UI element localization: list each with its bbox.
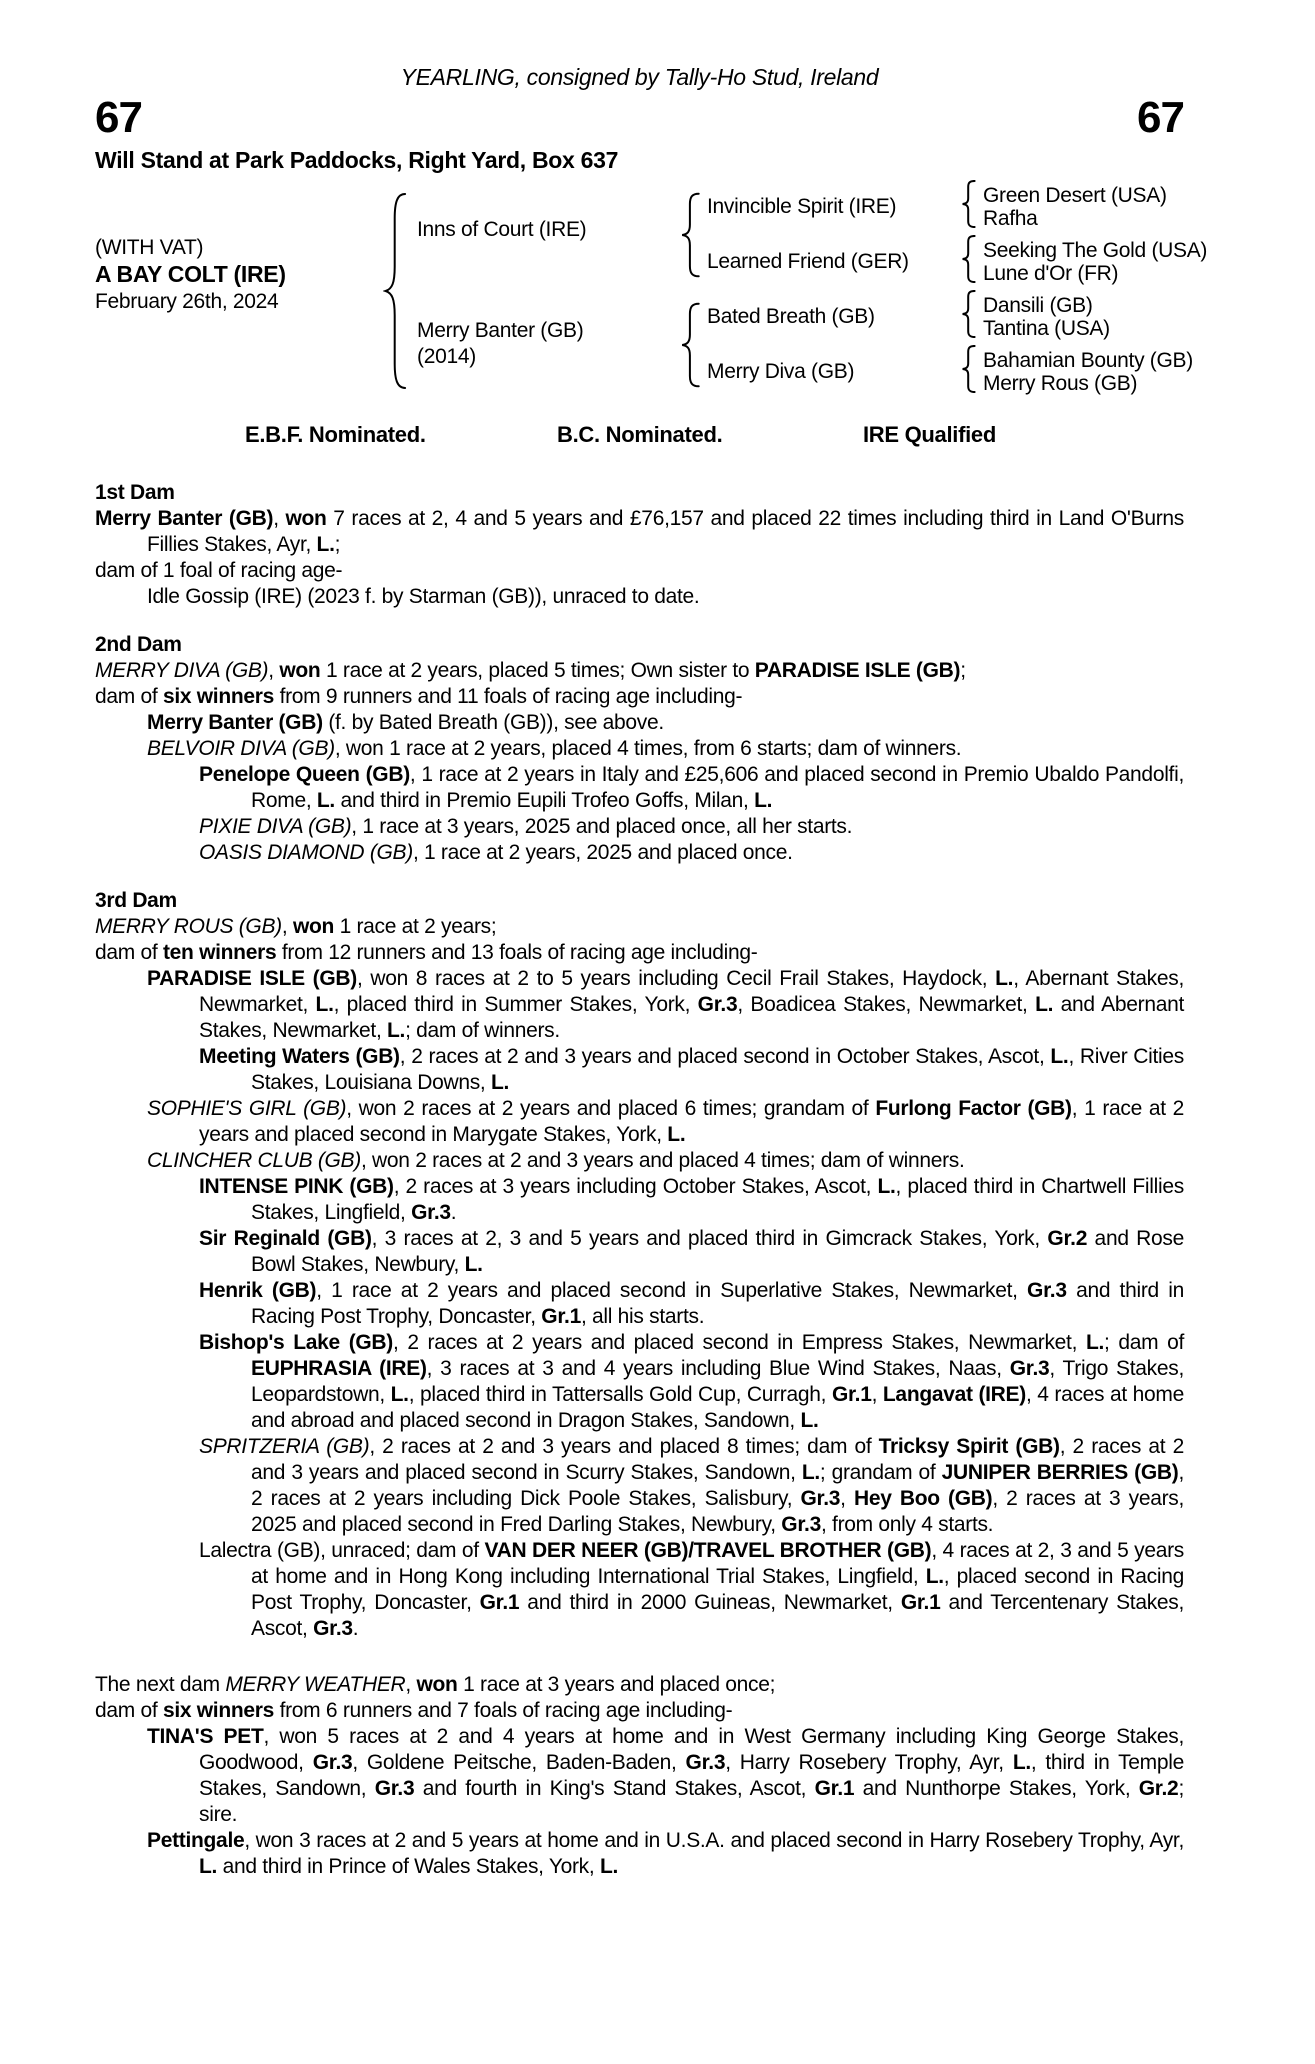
catalogue-page	[0, 64, 1315, 2064]
text-run: six winners	[162, 685, 275, 708]
bc-nomination-label: B.C. Nominated.	[557, 422, 723, 447]
text-run: Gr.2	[1138, 1777, 1179, 1800]
sire-name: Inns of Court (IRE)	[417, 218, 587, 241]
text-run: from 12 runners and 13 foals of racing age including-	[276, 941, 758, 964]
text-run: L.	[599, 1855, 619, 1878]
text-run: ten winners	[162, 941, 277, 964]
text-run: L.	[490, 1071, 510, 1094]
pedigree-paragraph	[95, 940, 1184, 966]
text-run: , 1 race at 2 years, 2025 and placed once.	[412, 841, 793, 864]
text-run: , placed third in Summer Stakes, York,	[333, 993, 698, 1016]
text-run: , 1 race at 2 years and placed second in Marygate Stakes, York,	[199, 1097, 1185, 1146]
text-run: dam of	[95, 1699, 163, 1722]
pedigree-paragraph	[95, 1044, 1184, 1096]
text-run: , placed third in Chartwell Fillies Stakes, Lingfield,	[251, 1175, 1184, 1224]
text-run: ; dam of	[1104, 1331, 1185, 1354]
text-run: , Abernant Stakes, Newmarket,	[199, 967, 1184, 1016]
text-run: ,	[840, 1487, 854, 1510]
text-run: won	[279, 659, 321, 682]
text-run: , won 2 races at 2 and 3 years and placed 4 times; dam of winners.	[360, 1149, 965, 1172]
text-run: , 2 races at 2 and 3 years and placed second in October Stakes, Ascot,	[399, 1045, 1051, 1068]
brace-icon	[961, 345, 977, 393]
text-run: Sir Reginald (GB)	[199, 1227, 372, 1250]
text-run: L.	[754, 789, 773, 812]
text-run: 1 race at 2 years;	[334, 915, 497, 938]
stand-location-line: Will Stand at Park Paddocks, Right Yard, Box 637	[95, 147, 619, 173]
pedigree-tree	[95, 178, 1208, 410]
text-run: ,	[273, 507, 286, 530]
text-run: Penelope Queen (GB)	[199, 763, 410, 786]
pedigree-paragraph	[95, 1828, 1184, 1880]
text-run: Langavat (IRE)	[882, 1383, 1026, 1406]
text-run: , third in Temple Stakes, Sandown,	[199, 1751, 1184, 1800]
text-run: Lalectra (GB), unraced; dam of	[199, 1539, 485, 1562]
text-run: Gr.3	[800, 1487, 841, 1510]
pedigree-paragraph	[95, 1672, 1184, 1698]
pedigree-paragraph	[95, 1148, 1184, 1174]
text-run: BELVOIR DIVA (GB)	[147, 737, 335, 760]
text-run: SPRITZERIA (GB)	[199, 1435, 370, 1458]
text-run: SOPHIE'S GIRL (GB)	[147, 1097, 347, 1120]
nominations-row	[95, 422, 1184, 450]
text-run: INTENSE PINK (GB)	[199, 1175, 394, 1198]
text-run: L.	[464, 1253, 483, 1276]
text-run: and fourth in King's Stand Stakes, Ascot,	[414, 1777, 815, 1800]
text-run: Furlong Factor (GB)	[875, 1097, 1072, 1120]
pedigree-paragraph	[95, 584, 1184, 610]
ebf-nomination-label: E.B.F. Nominated.	[245, 422, 426, 447]
pedigree-paragraph	[95, 914, 1184, 940]
text-run: JUNIPER BERRIES (GB)	[941, 1461, 1179, 1484]
dam-name-block	[417, 318, 583, 370]
text-run: Merry Banter (GB)	[147, 711, 323, 734]
section-heading: 1st Dam	[95, 481, 175, 504]
text-run: , from only 4 starts.	[820, 1513, 994, 1536]
text-run: L.	[1035, 993, 1054, 1016]
dam-section	[95, 632, 1184, 866]
text-run: Tricksy Spirit (GB)	[878, 1435, 1060, 1458]
text-run: L.	[1012, 1751, 1031, 1774]
text-run: Gr.3	[781, 1513, 821, 1536]
sire-sire-name: Invincible Spirit (IRE)	[707, 195, 897, 218]
text-run: EUPHRASIA (IRE)	[251, 1357, 427, 1380]
dam-dam-dam-name: Merry Rous (GB)	[983, 372, 1138, 395]
text-run: and Tercentenary Stakes, Ascot,	[251, 1591, 1185, 1640]
text-run: 1 race at 2 years, placed 5 times; Own sister to	[320, 659, 755, 682]
pedigree-paragraph	[95, 1174, 1184, 1226]
text-run: and Rose Bowl Stakes, Newbury,	[251, 1227, 1185, 1276]
text-run: won	[285, 507, 327, 530]
text-run: ,	[281, 915, 293, 938]
text-run: MERRY ROUS (GB)	[95, 915, 282, 938]
dam-dam-name: Merry Diva (GB)	[707, 360, 855, 383]
text-run: L.	[877, 1175, 896, 1198]
text-run: , won 1 race at 2 years, placed 4 times, from 6 starts; dam of winners.	[334, 737, 962, 760]
subject-horse-name: A BAY COLT (IRE)	[95, 261, 286, 287]
text-run: TINA'S PET	[147, 1725, 264, 1748]
text-run: from 9 runners and 11 foals of racing age including-	[274, 685, 743, 708]
text-run: , won 8 races at 2 to 5 years including Cecil Frail Stakes, Haydock,	[356, 967, 996, 990]
text-run: six winners	[162, 1699, 275, 1722]
pedigree-paragraph	[95, 814, 1184, 840]
text-run: dam of 1 foal of racing age-	[95, 559, 343, 582]
text-run: Gr.3	[697, 993, 738, 1016]
text-run: L.	[387, 1019, 406, 1042]
sire-dam-name: Learned Friend (GER)	[707, 250, 909, 273]
text-run: , 1 race at 3 years, 2025 and placed once, all her starts.	[351, 815, 853, 838]
text-run: OASIS DIAMOND (GB)	[199, 841, 413, 864]
dam-section	[95, 1672, 1184, 1880]
text-run: L.	[199, 1855, 218, 1878]
text-run: Bishop's Lake (GB)	[199, 1331, 393, 1354]
text-run: Merry Banter (GB)	[95, 507, 274, 530]
text-run: 1 race at 3 years and placed once;	[457, 1673, 776, 1696]
text-run: , Trigo Stakes, Leopardstown,	[251, 1357, 1184, 1406]
brace-icon	[680, 302, 702, 388]
dam-sire-sire-name: Dansili (GB)	[983, 294, 1093, 317]
text-run: L.	[316, 789, 335, 812]
text-run: PIXIE DIVA (GB)	[199, 815, 352, 838]
text-run: dam of	[95, 941, 163, 964]
text-run: Gr.1	[900, 1591, 941, 1614]
text-run: CLINCHER CLUB (GB)	[147, 1149, 361, 1172]
text-run: and third in 2000 Guineas, Newmarket,	[519, 1591, 901, 1614]
sire-sire-dam-name: Rafha	[983, 207, 1038, 230]
text-run: MERRY WEATHER	[225, 1673, 406, 1696]
text-run: PARADISE ISLE (GB)	[754, 659, 961, 682]
text-run: Gr.3	[411, 1201, 451, 1224]
text-run: won	[292, 915, 335, 938]
subject-horse-block	[95, 234, 286, 315]
text-run: .	[352, 1617, 359, 1640]
lot-number-row	[95, 95, 1184, 141]
brace-icon	[680, 192, 702, 278]
pedigree-paragraph	[95, 710, 1184, 736]
dam-section	[95, 888, 1184, 1642]
lot-number-left: 67	[95, 93, 142, 142]
brace-icon	[961, 235, 977, 283]
dam-name: Merry Banter (GB)	[417, 319, 584, 342]
pedigree-paragraph	[95, 506, 1184, 558]
text-run: , 2 races at 2 years including Dick Poole Stakes, Salisbury,	[251, 1461, 1184, 1510]
text-run: L.	[995, 967, 1014, 990]
text-run: The next dam	[95, 1673, 226, 1696]
pedigree-paragraph	[95, 1434, 1184, 1538]
text-run: , Harry Rosebery Trophy, Ayr,	[725, 1751, 1013, 1774]
text-run: and Abernant Stakes, Newmarket,	[199, 993, 1184, 1042]
text-run: MERRY DIVA (GB)	[95, 659, 269, 682]
text-run: and third in Premio Eupili Trofeo Goffs, Milan,	[334, 789, 755, 812]
dam-sire-name: Bated Breath (GB)	[707, 305, 875, 328]
pedigree-paragraph	[95, 558, 1184, 584]
text-run: Gr.3	[312, 1751, 353, 1774]
text-run: ;	[334, 533, 341, 556]
text-run: , 1 race at 2 years in Italy and £25,606 and placed second in Premio Ubaldo Pandolfi, Rome,	[251, 763, 1184, 812]
text-run: and third in Racing Post Trophy, Doncaster,	[251, 1279, 1184, 1328]
text-run: L.	[1050, 1045, 1069, 1068]
text-run: .	[450, 1201, 457, 1224]
text-run: Gr.1	[541, 1305, 581, 1328]
text-run: 7 races at 2, 4 and 5 years and £76,157 and placed 22 times including third in Land O'Burns Fillies Stakes, Ayr,	[147, 507, 1184, 556]
text-run: ; grandam of	[819, 1461, 942, 1484]
text-run: Gr.3	[1009, 1357, 1050, 1380]
text-run: , won 2 races at 2 years and placed 6 times; grandam of	[346, 1097, 876, 1120]
text-run: from 6 runners and 7 foals of racing age including-	[274, 1699, 733, 1722]
text-run: Hey Boo (GB)	[853, 1487, 993, 1510]
text-run: won	[416, 1673, 458, 1696]
pedigree-paragraph	[95, 966, 1184, 1044]
dam-dam-sire-name: Bahamian Bounty (GB)	[983, 349, 1193, 372]
text-run: Gr.1	[831, 1383, 872, 1406]
text-run: Gr.3	[374, 1777, 415, 1800]
pedigree-paragraph	[95, 736, 1184, 762]
pedigree-paragraph	[95, 1278, 1184, 1330]
text-run: Pettingale	[147, 1829, 245, 1852]
pedigree-paragraph	[95, 1698, 1184, 1724]
text-run: Gr.1	[814, 1777, 855, 1800]
text-run: ,	[405, 1673, 417, 1696]
pedigree-paragraph	[95, 1538, 1184, 1642]
text-run: , placed second in Racing Post Trophy, Doncaster,	[251, 1565, 1184, 1614]
section-heading: 3rd Dam	[95, 889, 177, 912]
text-run: , 2 races at 2 years and placed second in Empress Stakes, Newmarket,	[393, 1331, 1086, 1354]
text-run: , 3 races at 3 and 4 years including Blue Wind Stakes, Naas,	[426, 1357, 1010, 1380]
text-run: , 2 races at 2 and 3 years and placed 8 times; dam of	[369, 1435, 879, 1458]
pedigree-paragraph	[95, 840, 1184, 866]
foal-date: February 26th, 2024	[95, 290, 279, 313]
pedigree-paragraph	[95, 684, 1184, 710]
lot-number-right: 67	[1137, 93, 1184, 142]
text-run: L.	[1085, 1331, 1104, 1354]
text-run: (f. by Bated Breath (GB)), see above.	[322, 711, 664, 734]
pedigree-paragraph	[95, 1096, 1184, 1148]
consignor-line: YEARLING, consigned by Tally-Ho Stud, Ireland	[400, 64, 879, 90]
ire-qualified-label: IRE Qualified	[863, 422, 997, 447]
text-run: PARADISE ISLE (GB)	[147, 967, 357, 990]
text-run: L.	[801, 1461, 820, 1484]
text-run: , 3 races at 2, 3 and 5 years and placed third in Gimcrack Stakes, York,	[371, 1227, 1048, 1250]
pedigree-text-sections	[95, 480, 1184, 1880]
text-run: , 4 races at 2, 3 and 5 years at home and in Hong Kong including International Trial Stakes, Lingfield,	[251, 1539, 1184, 1588]
dam-section	[95, 480, 1184, 610]
text-run: , all his starts.	[580, 1305, 705, 1328]
text-run: L.	[316, 533, 335, 556]
pedigree-paragraph	[95, 658, 1184, 684]
text-run: , Boadicea Stakes, Newmarket,	[737, 993, 1036, 1016]
text-run: , Goldene Peitsche, Baden-Baden,	[352, 1751, 686, 1774]
text-run: Gr.2	[1047, 1227, 1088, 1250]
text-run: , won 5 races at 2 and 4 years at home and in West Germany including King George Stakes, Goodwood,	[199, 1725, 1185, 1774]
text-run: , 2 races at 3 years including October Stakes, Ascot,	[393, 1175, 878, 1198]
section-heading: 2nd Dam	[95, 633, 182, 656]
text-run: ; dam of winners.	[405, 1019, 560, 1042]
text-run: ;	[960, 659, 966, 682]
text-run: Meeting Waters (GB)	[199, 1045, 400, 1068]
text-run: , 4 races at home and abroad and placed second in Dragon Stakes, Sandown,	[251, 1383, 1184, 1432]
text-run: and Nunthorpe Stakes, York,	[854, 1777, 1139, 1800]
text-run: ,	[871, 1383, 883, 1406]
text-run: Gr.1	[479, 1591, 520, 1614]
text-run: L.	[390, 1383, 409, 1406]
text-run: , 2 races at 3 years, 2025 and placed second in Fred Darling Stakes, Newbury,	[251, 1487, 1185, 1536]
pedigree-paragraph	[95, 1330, 1184, 1434]
text-run: Henrik (GB)	[199, 1279, 317, 1302]
text-run: L.	[667, 1123, 686, 1146]
dam-sire-dam-name: Tantina (USA)	[983, 317, 1110, 340]
brace-icon	[961, 180, 977, 228]
pedigree-paragraph	[95, 762, 1184, 814]
sire-sire-sire-name: Green Desert (USA)	[983, 184, 1167, 207]
with-vat-label: (WITH VAT)	[95, 236, 204, 259]
text-run: , placed third in Tattersalls Gold Cup, Curragh,	[408, 1383, 832, 1406]
pedigree-paragraph	[95, 1724, 1184, 1828]
text-run: VAN DER NEER (GB)/TRAVEL BROTHER (GB)	[484, 1539, 932, 1562]
dam-year: (2014)	[417, 345, 476, 368]
text-run: ; sire.	[199, 1777, 1184, 1826]
text-run: , River Cities Stakes, Louisiana Downs,	[251, 1045, 1184, 1094]
brace-icon	[383, 190, 409, 392]
text-run: , 1 race at 2 years and placed second in Superlative Stakes, Newmarket,	[316, 1279, 1028, 1302]
text-run: Gr.3	[313, 1617, 353, 1640]
text-run: , 2 races at 2 and 3 years and placed second in Scurry Stakes, Sandown,	[251, 1435, 1184, 1484]
text-run: Gr.3	[1027, 1279, 1067, 1302]
text-run: , won 3 races at 2 and 5 years at home and in U.S.A. and placed second in Harry Rosebery Trophy, Ayr,	[244, 1829, 1184, 1852]
sire-dam-dam-name: Lune d'Or (FR)	[983, 262, 1119, 285]
text-run: Gr.3	[685, 1751, 726, 1774]
text-run: Idle Gossip (IRE) (2023 f. by Starman (GB)), unraced to date.	[147, 585, 700, 608]
text-run: L.	[800, 1409, 819, 1432]
text-run: L.	[315, 993, 334, 1016]
sire-dam-sire-name: Seeking The Gold (USA)	[983, 239, 1208, 262]
text-run: and third in Prince of Wales Stakes, York,	[217, 1855, 600, 1878]
pedigree-paragraph	[95, 1226, 1184, 1278]
brace-icon	[961, 290, 977, 338]
text-run: L.	[925, 1565, 944, 1588]
text-run: dam of	[95, 685, 163, 708]
text-run: ,	[268, 659, 280, 682]
